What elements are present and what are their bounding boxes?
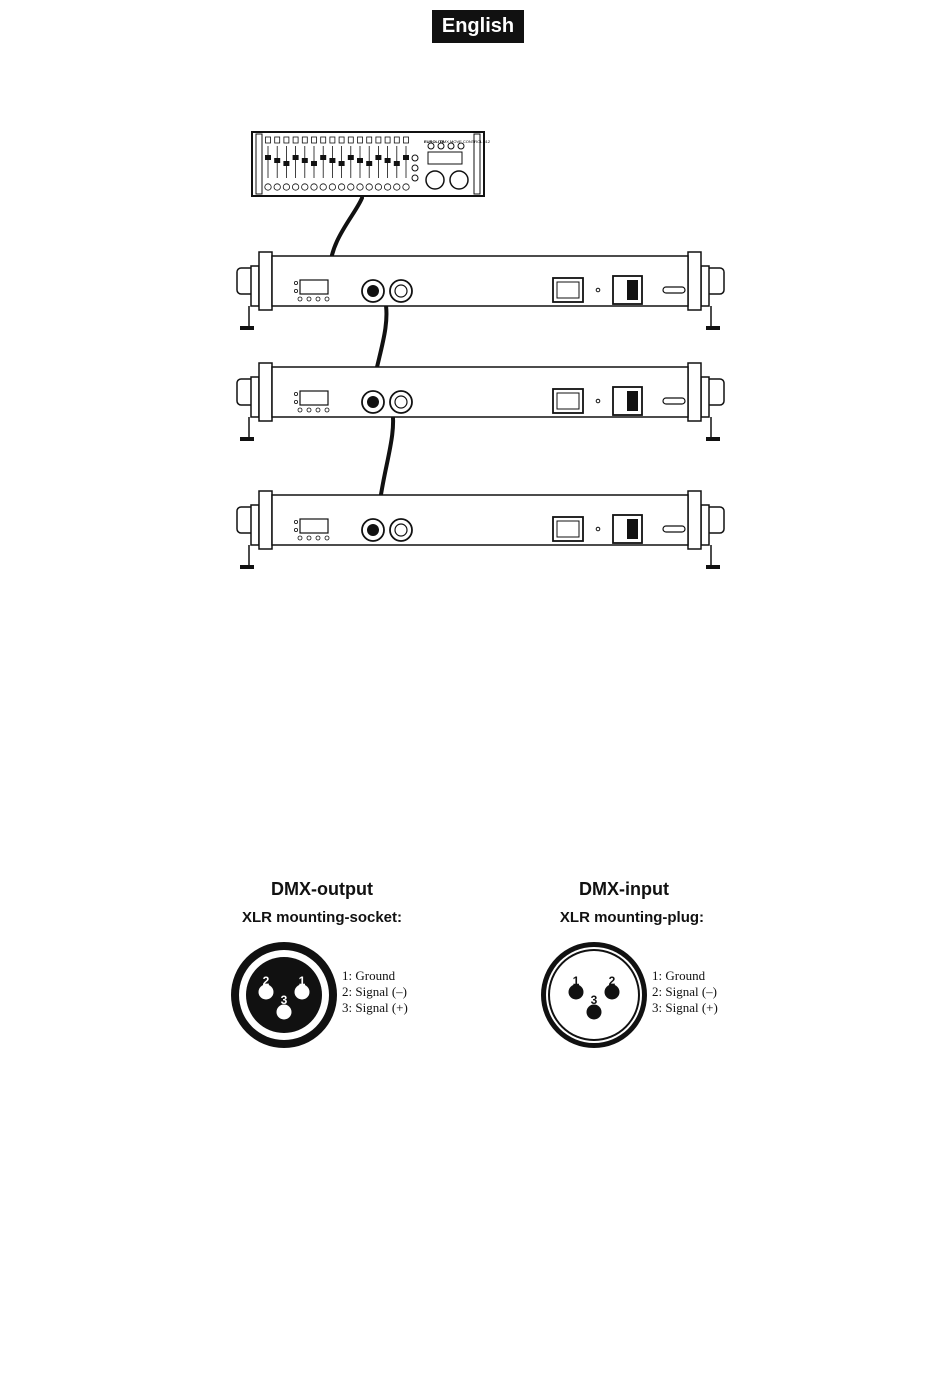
foot-left xyxy=(240,326,254,330)
socket-pin-label-2: 2 xyxy=(262,974,270,988)
dmx-input-pin-2: 2: Signal (–) xyxy=(652,984,717,999)
foot-right xyxy=(706,565,720,569)
fixture-handle xyxy=(663,287,685,293)
plug-pin-label-1: 1 xyxy=(572,974,580,988)
end-cap-left xyxy=(259,491,272,549)
xlr-socket-diagram xyxy=(231,942,337,1048)
fader-knob xyxy=(394,161,400,166)
fader-knob xyxy=(403,155,409,160)
controller-display xyxy=(428,152,462,164)
xlr-input-core xyxy=(367,524,379,536)
dmx-input-title: DMX-input xyxy=(579,879,669,899)
socket-pin-label-1: 1 xyxy=(298,974,306,988)
plug-pin-label-3: 3 xyxy=(590,993,598,1007)
language-badge: English xyxy=(432,10,524,43)
fixture-display xyxy=(300,519,328,533)
foot-right xyxy=(706,437,720,441)
fader-knob xyxy=(311,161,317,166)
foot-left xyxy=(240,437,254,441)
power-outlet-socket xyxy=(627,391,638,411)
bracket-right xyxy=(701,377,709,417)
dmx-output-pin-list xyxy=(342,968,408,1016)
fader-knob xyxy=(293,155,299,160)
plug-pin-label-2: 2 xyxy=(608,974,616,988)
dmx-controller xyxy=(252,132,491,196)
controller-brand: EUROLITE xyxy=(424,139,445,144)
dmx-cables xyxy=(330,198,393,530)
fixture-display xyxy=(300,280,328,294)
xlr-plug-diagram xyxy=(541,942,647,1048)
socket-pin-label-3: 3 xyxy=(280,993,288,1007)
power-outlet-socket xyxy=(627,519,638,539)
dmx-input-pin-3: 3: Signal (+) xyxy=(652,1000,718,1015)
xlr-output-jack xyxy=(390,391,412,413)
bracket-left xyxy=(251,266,259,306)
bracket-right xyxy=(701,266,709,306)
dmx-input-pin-list xyxy=(652,968,718,1016)
fader-knob xyxy=(348,155,354,160)
fixture-bar xyxy=(237,491,724,569)
bracket-left xyxy=(251,377,259,417)
end-cap-right xyxy=(688,491,701,549)
dmx-output-pin-2: 2: Signal (–) xyxy=(342,984,407,999)
dmx-output-pin-1: 1: Ground xyxy=(342,968,396,983)
fixture-display xyxy=(300,391,328,405)
fader-knob xyxy=(302,158,308,163)
bracket-left xyxy=(251,505,259,545)
bracket-right xyxy=(701,505,709,545)
power-outlet-socket xyxy=(627,280,638,300)
fixture-handle xyxy=(663,398,685,404)
fader-knob xyxy=(265,155,271,160)
fader-knob xyxy=(283,161,289,166)
dmx-input-pin-1: 1: Ground xyxy=(652,968,706,983)
fader-knob xyxy=(366,161,372,166)
fader-knob xyxy=(385,158,391,163)
xlr-input-core xyxy=(367,285,379,297)
end-cap-left xyxy=(259,252,272,310)
xlr-input-core xyxy=(367,396,379,408)
fixture-bar xyxy=(237,363,724,441)
fader-knob xyxy=(329,158,335,163)
controller-model: DMX MOVE CONTROL 512 xyxy=(440,139,491,144)
dmx-output-pin-3: 3: Signal (+) xyxy=(342,1000,408,1015)
xlr-output-jack xyxy=(390,280,412,302)
dmx-output-title: DMX-output xyxy=(271,879,373,899)
xlr-output-jack xyxy=(390,519,412,541)
foot-right xyxy=(706,326,720,330)
dmx-output-subtitle: XLR mounting-socket: xyxy=(242,909,402,926)
fader-knob xyxy=(320,155,326,160)
fixture-handle xyxy=(663,526,685,532)
fader-knob xyxy=(375,155,381,160)
end-cap-right xyxy=(688,252,701,310)
fader-knob xyxy=(274,158,280,163)
fader-knob xyxy=(357,158,363,163)
foot-left xyxy=(240,565,254,569)
dmx-input-subtitle: XLR mounting-plug: xyxy=(559,909,705,926)
fixture-bar xyxy=(237,252,724,330)
fixture-chain xyxy=(237,252,724,569)
end-cap-left xyxy=(259,363,272,421)
end-cap-right xyxy=(688,363,701,421)
fader-knob xyxy=(339,161,345,166)
